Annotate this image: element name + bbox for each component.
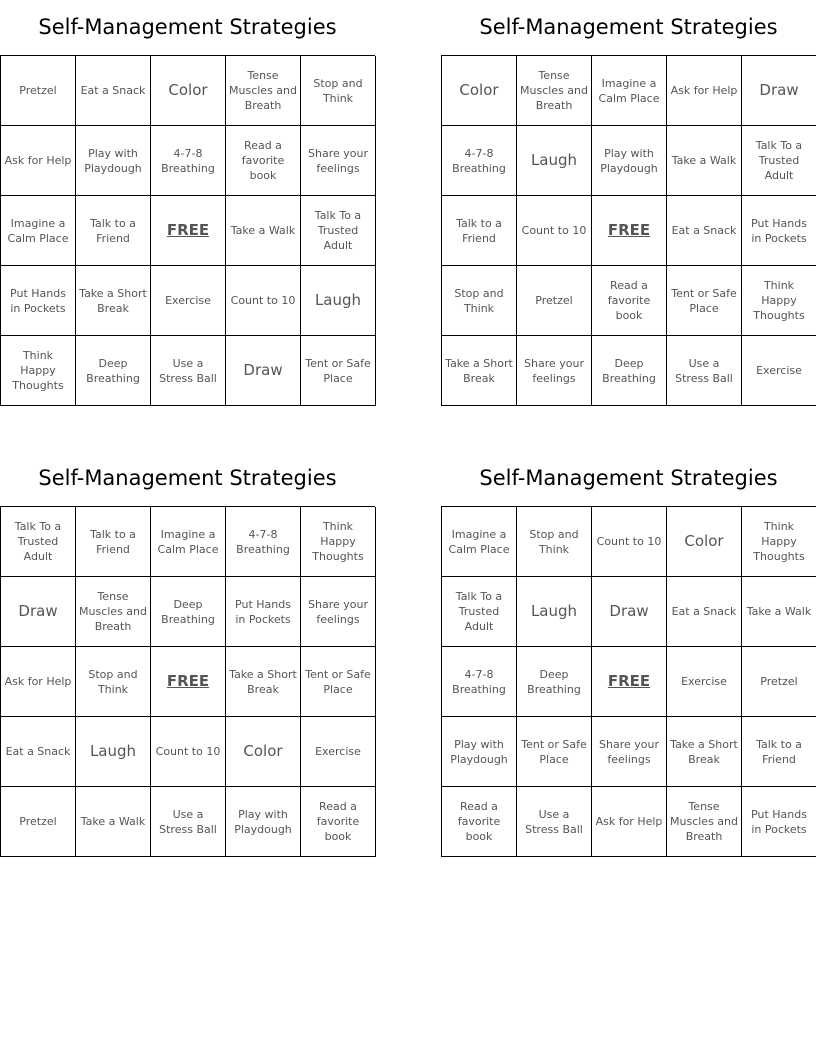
bingo-cell: Laugh — [76, 717, 151, 787]
bingo-cell: Put Hands in Pockets — [742, 787, 816, 857]
bingo-cell: Tense Muscles and Breath — [517, 56, 592, 126]
free-space: FREE — [592, 647, 667, 717]
bingo-cell: Imagine a Calm Place — [151, 507, 226, 577]
bingo-cell: Count to 10 — [151, 717, 226, 787]
bingo-card-3 — [0, 461, 375, 857]
bingo-cell: Share your feelings — [301, 126, 376, 196]
bingo-cell: Deep Breathing — [76, 336, 151, 406]
bingo-cell: Color — [226, 717, 301, 787]
bingo-grid — [0, 506, 375, 857]
bingo-cell: Deep Breathing — [592, 336, 667, 406]
bingo-cell: Use a Stress Ball — [151, 787, 226, 857]
bingo-cell: Eat a Snack — [1, 717, 76, 787]
bingo-cell: Ask for Help — [592, 787, 667, 857]
bingo-cell: Talk to a Friend — [76, 196, 151, 266]
bingo-cell: Laugh — [517, 577, 592, 647]
bingo-cell: Play with Playdough — [76, 126, 151, 196]
bingo-cell: Talk to a Friend — [442, 196, 517, 266]
bingo-card-1 — [0, 10, 375, 406]
bingo-cell: Read a favorite book — [442, 787, 517, 857]
bingo-cell: Read a favorite book — [592, 266, 667, 336]
bingo-cell: Take a Short Break — [442, 336, 517, 406]
bingo-cell: Talk To a Trusted Adult — [1, 507, 76, 577]
bingo-cell: Put Hands in Pockets — [226, 577, 301, 647]
bingo-cell: Pretzel — [517, 266, 592, 336]
bingo-cell: Pretzel — [1, 787, 76, 857]
bingo-cell: Count to 10 — [592, 507, 667, 577]
bingo-cell: Draw — [742, 56, 816, 126]
card-title: Self-Management Strategies — [38, 15, 337, 39]
bingo-cell: Ask for Help — [1, 126, 76, 196]
bingo-cell: Draw — [226, 336, 301, 406]
bingo-cell: Think Happy Thoughts — [742, 266, 816, 336]
bingo-cell: Use a Stress Ball — [151, 336, 226, 406]
bingo-card-2 — [441, 10, 816, 406]
bingo-cell: Think Happy Thoughts — [1, 336, 76, 406]
bingo-cell: Deep Breathing — [517, 647, 592, 717]
bingo-grid — [0, 55, 375, 406]
bingo-cell: Exercise — [742, 336, 816, 406]
bingo-cell: Tense Muscles and Breath — [226, 56, 301, 126]
bingo-cell: Talk To a Trusted Adult — [442, 577, 517, 647]
bingo-cell: Draw — [592, 577, 667, 647]
bingo-cell: Take a Short Break — [226, 647, 301, 717]
bingo-cell: Count to 10 — [517, 196, 592, 266]
bingo-cell: Use a Stress Ball — [667, 336, 742, 406]
bingo-cell: Think Happy Thoughts — [301, 507, 376, 577]
bingo-cell: Share your feelings — [301, 577, 376, 647]
bingo-cell: Exercise — [301, 717, 376, 787]
bingo-cell: Color — [442, 56, 517, 126]
bingo-cell: Imagine a Calm Place — [592, 56, 667, 126]
bingo-cell: Talk to a Friend — [742, 717, 816, 787]
bingo-cell: Draw — [1, 577, 76, 647]
bingo-cell: Talk to a Friend — [76, 507, 151, 577]
bingo-cell: Laugh — [517, 126, 592, 196]
bingo-cell: Eat a Snack — [76, 56, 151, 126]
bingo-cell: Ask for Help — [667, 56, 742, 126]
bingo-cell: Take a Walk — [742, 577, 816, 647]
bingo-cell: Take a Walk — [226, 196, 301, 266]
bingo-cell: Play with Playdough — [226, 787, 301, 857]
bingo-card-4 — [441, 461, 816, 857]
bingo-cell: Put Hands in Pockets — [1, 266, 76, 336]
bingo-cell: Share your feelings — [592, 717, 667, 787]
bingo-cell: Color — [667, 507, 742, 577]
bingo-cell: Read a favorite book — [301, 787, 376, 857]
bingo-cell: Pretzel — [1, 56, 76, 126]
free-space: FREE — [151, 196, 226, 266]
bingo-cell: Exercise — [667, 647, 742, 717]
bingo-cell: Eat a Snack — [667, 196, 742, 266]
bingo-cell: Tent or Safe Place — [301, 336, 376, 406]
bingo-cell: Pretzel — [742, 647, 816, 717]
bingo-cell: Take a Short Break — [667, 717, 742, 787]
bingo-cell: Take a Short Break — [76, 266, 151, 336]
bingo-cell: Tent or Safe Place — [301, 647, 376, 717]
bingo-cell: Tent or Safe Place — [517, 717, 592, 787]
bingo-cell: Count to 10 — [226, 266, 301, 336]
bingo-cell: Tent or Safe Place — [667, 266, 742, 336]
bingo-cell: Talk To a Trusted Adult — [742, 126, 816, 196]
bingo-cell: Imagine a Calm Place — [442, 507, 517, 577]
bingo-cell: Take a Walk — [76, 787, 151, 857]
bingo-cell: Stop and Think — [76, 647, 151, 717]
bingo-cell: Use a Stress Ball — [517, 787, 592, 857]
bingo-cell: Stop and Think — [517, 507, 592, 577]
bingo-cell: Imagine a Calm Place — [1, 196, 76, 266]
bingo-cell: 4-7-8 Breathing — [442, 126, 517, 196]
free-space: FREE — [592, 196, 667, 266]
bingo-cell: Tense Muscles and Breath — [76, 577, 151, 647]
bingo-cell: Tense Muscles and Breath — [667, 787, 742, 857]
bingo-cell: Play with Playdough — [592, 126, 667, 196]
bingo-cell: Put Hands in Pockets — [742, 196, 816, 266]
bingo-cell: Talk To a Trusted Adult — [301, 196, 376, 266]
bingo-cell: 4-7-8 Breathing — [442, 647, 517, 717]
bingo-cell: Stop and Think — [301, 56, 376, 126]
bingo-cell: Color — [151, 56, 226, 126]
bingo-grid — [441, 55, 816, 406]
bingo-cell: Play with Playdough — [442, 717, 517, 787]
bingo-grid — [441, 506, 816, 857]
bingo-cell: Take a Walk — [667, 126, 742, 196]
bingo-cell: Stop and Think — [442, 266, 517, 336]
bingo-cell: Ask for Help — [1, 647, 76, 717]
card-title: Self-Management Strategies — [479, 15, 778, 39]
bingo-cell: Laugh — [301, 266, 376, 336]
card-title: Self-Management Strategies — [38, 466, 337, 490]
bingo-cell: 4-7-8 Breathing — [226, 507, 301, 577]
bingo-cell: Deep Breathing — [151, 577, 226, 647]
card-title: Self-Management Strategies — [479, 466, 778, 490]
bingo-cell: 4-7-8 Breathing — [151, 126, 226, 196]
bingo-cell: Exercise — [151, 266, 226, 336]
bingo-cell: Share your feelings — [517, 336, 592, 406]
bingo-cell: Read a favorite book — [226, 126, 301, 196]
bingo-cell: Think Happy Thoughts — [742, 507, 816, 577]
free-space: FREE — [151, 647, 226, 717]
bingo-cell: Eat a Snack — [667, 577, 742, 647]
